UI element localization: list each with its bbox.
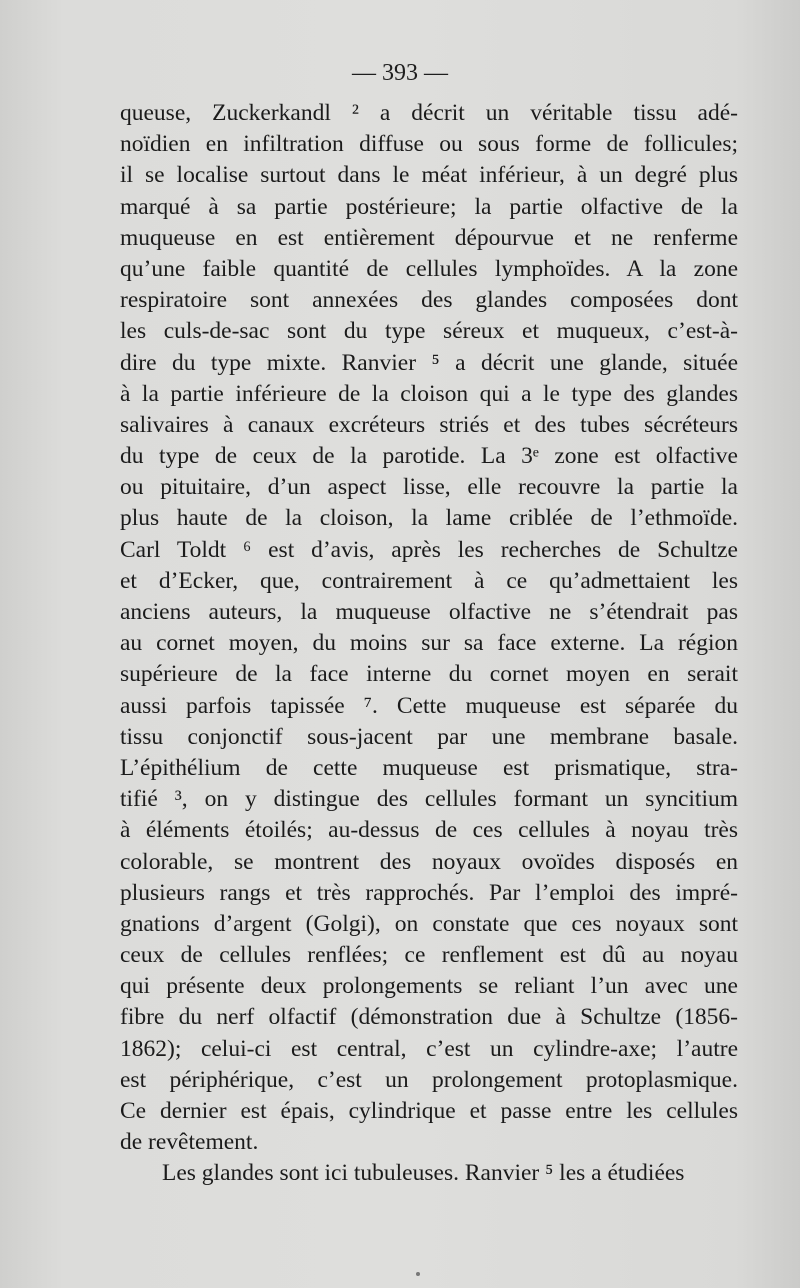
text-line: fibre du nerf olfactif (démonstration due à Schultze (1856-: [120, 1004, 738, 1031]
text-line: les culs-de-sac sont du type séreux et muqueux, c’est-à-: [120, 318, 738, 345]
text-line: respiratoire sont annexées des glandes composées dont: [120, 287, 738, 314]
text-line: plus haute de la cloison, la lame criblée de l’ethmoïde.: [120, 505, 738, 532]
text-line: il se localise surtout dans le méat inférieur, à un degré plus: [120, 162, 738, 189]
text-line: colorable, se montrent des noyaux ovoïdes disposés en: [120, 848, 738, 875]
text-line: à éléments étoilés; au-dessus de ces cellules à noyau très: [120, 817, 738, 844]
text-line: du type de ceux de la parotide. La 3ᵉ zone est olfactive: [120, 443, 738, 470]
text-line: ceux de cellules renflées; ce renflement est dû au noyau: [120, 942, 738, 969]
text-line: muqueuse en est entièrement dépourvue et ne renferme: [120, 224, 738, 251]
text-line: Ce dernier est épais, cylindrique et passe entre les cellules: [120, 1098, 738, 1124]
text-line: qui présente deux prolongements se reliant l’un avec une: [120, 973, 738, 1000]
text-line: et d’Ecker, que, contrairement à ce qu’admettaient les: [120, 567, 738, 594]
print-speck: [416, 1272, 420, 1276]
text-line: tifié ³, on y distingue des cellules formant un syncitium: [120, 786, 738, 813]
text-line: 1862); celui-ci est central, c’est un cylindre-axe; l’autre: [120, 1035, 738, 1062]
text-line: gnations d’argent (Golgi), on constate que ces noyaux sont: [120, 910, 738, 937]
text-line: aussi parfois tapissée ⁷. Cette muqueuse est séparée du: [120, 692, 738, 719]
text-line: est périphérique, c’est un prolongement protoplasmique.: [120, 1066, 738, 1093]
text-line: Carl Toldt ⁶ est d’avis, après les recherches de Schultze: [120, 536, 738, 563]
text-line: ou pituitaire, d’un aspect lisse, elle recouvre la partie la: [120, 474, 738, 501]
text-line: noïdien en infiltration diffuse ou sous forme de follicules;: [120, 131, 738, 158]
body-text: [120, 98, 738, 1190]
text-line: Les glandes sont ici tubuleuses. Ranvier ⁵ les a étudiées: [162, 1160, 685, 1187]
text-line: à la partie inférieure de la cloison qui a le type des glandes: [120, 380, 738, 407]
text-line: de revêtement.: [120, 1129, 259, 1156]
text-line: qu’une faible quantité de cellules lymphoïdes. A la zone: [120, 255, 738, 282]
text-line: supérieure de la face interne du cornet moyen en serait: [120, 661, 738, 688]
text-line: L’épithélium de cette muqueuse est prismatique, stra-: [120, 754, 738, 781]
text-line: salivaires à canaux excréteurs striés et des tubes sécréteurs: [120, 411, 738, 438]
text-line: queuse, Zuckerkandl ² a décrit un véritable tissu adé-: [120, 100, 738, 126]
text-line: dire du type mixte. Ranvier ⁵ a décrit une glande, située: [120, 349, 738, 376]
text-line: tissu conjonctif sous-jacent par une membrane basale.: [120, 723, 738, 750]
text-line: marqué à sa partie postérieure; la partie olfactive de la: [120, 193, 738, 220]
text-line: anciens auteurs, la muqueuse olfactive ne s’étendrait pas: [120, 599, 738, 625]
page-number: — 393 —: [352, 60, 448, 86]
text-line: au cornet moyen, du moins sur sa face externe. La région: [120, 630, 738, 657]
text-line: plusieurs rangs et très rapprochés. Par l’emploi des impré-: [120, 879, 738, 906]
